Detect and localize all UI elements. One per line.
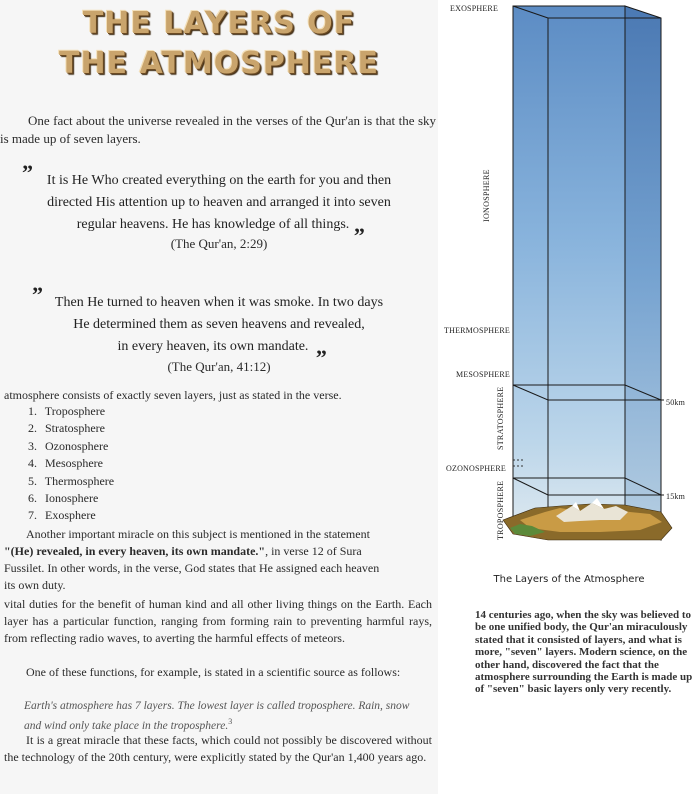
science-quote: Earth's atmosphere has 7 layers. The lowest layer is called troposphere. Rain, snow and wind only take place in the troposphere.$^3$ — [24, 700, 410, 732]
label-stratosphere: STRATOSPHERE — [496, 386, 505, 450]
column-side-face — [625, 6, 661, 540]
label-troposphere: TROPOSPHERE — [496, 480, 505, 540]
list-item: 7. Exosphere — [28, 508, 96, 523]
label-exosphere: EXOSPHERE — [450, 4, 499, 13]
label-mesosphere: MESOSPHERE — [456, 370, 511, 379]
list-item: 3. Ozonosphere — [28, 438, 109, 453]
paragraph-conclusion: It is a great miracle that these facts, which could not possibly be discovered without the technology of the 20th century, were explicitly stated by the Qur'an 1,400 years ago. — [4, 733, 432, 764]
label-ionosphere: IONOSPHERE — [482, 169, 491, 222]
diagram-caption: The Layers of the Atmosphere — [493, 574, 645, 585]
quote-2-line-3: in every heaven, its own mandate. — [117, 339, 309, 354]
title-line-1: THE LAYERS OF — [82, 6, 356, 41]
quote-2-citation: (The Qur'an, 41:12) — [167, 359, 271, 374]
list-item: 4. Mesosphere — [28, 456, 103, 471]
close-quote-mark-1: „ — [354, 212, 365, 237]
layers-intro: atmosphere consists of exactly seven layers, just as stated in the verse. — [4, 388, 342, 402]
quote-2-line-1: Then He turned to heaven when it was smoke. In two days — [54, 295, 384, 310]
label-ozonosphere: OZONOSPHERE — [446, 464, 506, 473]
side-note: 14 centuries ago, when the sky was believed to be one unified body, the Qur'an miraculously stated that it consisted of layers, and what is more, "seven" layers. Modern science, on the other hand, discovered the fact that the atmosphere surrounding the Earth is made up of "seven" basic layers only very recently. — [475, 609, 693, 696]
label-thermosphere: THERMOSPHERE — [444, 326, 510, 335]
label-15km: 15km — [666, 492, 686, 501]
close-quote-mark-2: „ — [316, 334, 327, 359]
label-50km: 50km — [666, 398, 686, 407]
paragraph-functions: vital duties for the benefit of human kind and all other living things on the Earth. Each layer has a particular function, ranging from forming rain to preventing harmful rays, from reflecting radio waves, to averting the harmful effects of meteors. — [4, 597, 432, 645]
footnote-marker: 3 — [228, 717, 233, 726]
quote-1-line-3: regular heavens. He has knowledge of all things. — [76, 217, 350, 232]
quote-1-line-1: It is He Who created everything on the earth for you and then — [46, 173, 392, 188]
list-item: 6. Ionosphere — [28, 491, 99, 506]
paragraph-mandate: Another important miracle on this subject is mentioned in the statement "(He) revealed, in every heaven, its own mandate.", in verse 12 of Sura Fussilet. In other words, in the verse, God states that He assigned each heaven its own duty. — [4, 527, 380, 592]
open-quote-mark-2: ” — [32, 282, 43, 307]
list-item: 1. Troposphere — [28, 404, 106, 418]
quote-1-citation: (The Qur'an, 2:29) — [170, 236, 268, 251]
intro-paragraph: One fact about the universe revealed in the verses of the Qur'an is that the sky is made up of seven layers. — [0, 113, 436, 146]
quote-1-line-2: directed His attention up to heaven and arranged it into seven — [47, 195, 391, 210]
open-quote-mark-1: ” — [22, 160, 33, 185]
list-item: 5. Thermosphere — [28, 473, 115, 488]
column-front-face — [513, 6, 625, 520]
quote-2-line-2: He determined them as seven heavens and revealed, — [73, 317, 365, 332]
paragraph-source: One of these functions, for example, is stated in a scientific source as follows: — [26, 665, 401, 679]
list-item: 2. Stratosphere — [28, 421, 105, 436]
title-line-2: THE ATMOSPHERE — [58, 46, 379, 81]
